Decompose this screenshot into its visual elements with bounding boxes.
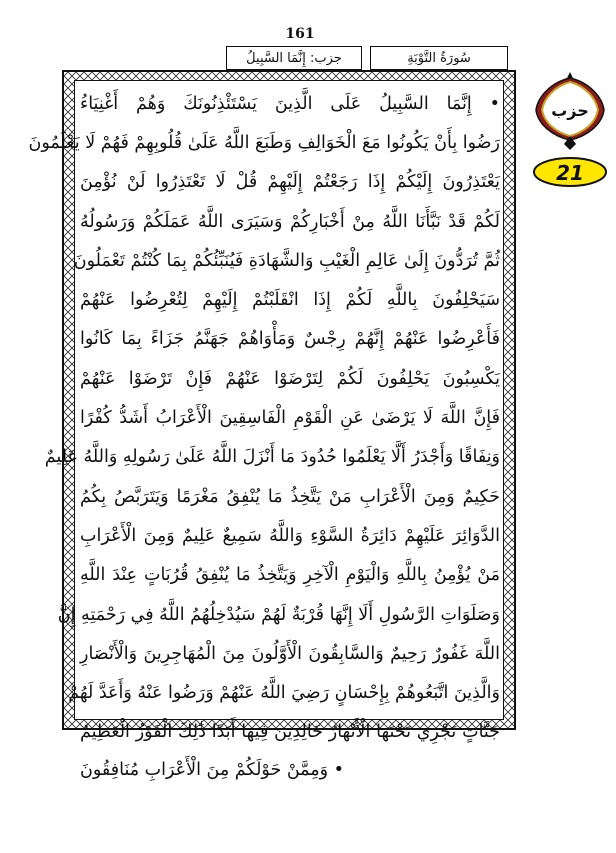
text-line: يَكْسِبُونَ يَحْلِفُونَ لَكُمْ لِتَرْضَوْا عَنْهُمْ فَإِنْ تَرْضَوْا عَنْهُمْ: [80, 368, 500, 389]
text-line: وَالَّذِينَ اتَّبَعُوهُمْ بِإِحْسَانٍ رَضِيَ اللَّهُ عَنْهُمْ وَرَضُوا عَنْهُ وَأَعَدَّ لَهُمْ: [68, 683, 500, 704]
hizb-number: 21: [556, 161, 584, 185]
page-number: 161: [285, 26, 315, 42]
text-line: سَيَحْلِفُونَ بِاللَّهِ لَكُمْ إِذَا انْقَلَبْتُمْ إِلَيْهِمْ لِتُعْرِضُوا عَنْهُمْ: [80, 290, 500, 311]
text-line: اللَّهَ غَفُورٌ رَحِيمٌ وَالسَّابِقُونَ الْأَوَّلُونَ مِنَ الْمُهَاجِرِينَ وَالْأَنْصَارِ: [80, 643, 500, 664]
catchword-line: • وَمِمَّنْ حَوْلَكُمْ مِنَ الْأَعْرَابِ مُنَافِقُونَ: [80, 760, 344, 780]
text-line: يَعْتَذِرُونَ إِلَيْكُمْ إِذَا رَجَعْتُمْ إِلَيْهِمْ قُلْ لَا تَعْتَذِرُوا لَنْ نُؤْمِنَ: [80, 172, 500, 193]
text-line: وَنِفَاقًا وَأَجْدَرُ أَلَّا يَعْلَمُوا حُدُودَ مَا أَنْزَلَ اللَّهُ عَلَىٰ رَسُولِهِ وَاللَّهُ عَلِيمٌ: [44, 447, 500, 468]
text-line: مَنْ يُؤْمِنُ بِاللَّهِ وَالْيَوْمِ الْآخِرِ وَيَتَّخِذُ مَا يُنْفِقُ قُرُبَاتٍ عِنْدَ اللَّهِ: [80, 565, 500, 586]
surah-title: سُورَةُ التَّوْبَةِ: [370, 46, 508, 70]
text-line: • إِنَّمَا السَّبِيلُ عَلَى الَّذِينَ يَسْتَئْذِنُونَكَ وَهُمْ أَغْنِيَاءُ: [80, 93, 500, 114]
juz-title: جزب: إِنَّمَا السَّبِيلُ: [226, 46, 362, 70]
hizb-label: حزب: [551, 101, 589, 120]
text-line: وَصَلَوَاتِ الرَّسُولِ أَلَا إِنَّهَا قُرْبَةٌ لَهُمْ سَيُدْخِلُهُمُ اللَّهُ فِي رَحْمَتِهِ إِنَّ: [57, 604, 500, 625]
text-line: ثُمَّ تُرَدُّونَ إِلَىٰ عَالِمِ الْغَيْبِ وَالشَّهَادَةِ فَيُنَبِّئُكُمْ بِمَا كُنْتُمْ تَعْمَلُونَ: [73, 250, 500, 271]
hizb-marker: [530, 70, 610, 200]
text-line: فَأَعْرِضُوا عَنْهُمْ إِنَّهُمْ رِجْسٌ وَمَأْوَاهُمْ جَهَنَّمُ جَزَاءً بِمَا كَانُوا: [80, 329, 500, 350]
text-line: حَكِيمٌ وَمِنَ الْأَعْرَابِ مَنْ يَتَّخِذُ مَا يُنْفِقُ مَغْرَمًا وَيَتَرَبَّصُ بِكُمُ: [80, 486, 500, 507]
text-line: جَنَّاتٍ تَجْرِي تَحْتَهَا الْأَنْهَارُ خَالِدِينَ فِيهَا أَبَدًا ذَٰلِكَ الْفَوْزُ الْعَظِيمُ: [80, 722, 500, 743]
text-line: الدَّوَائِرَ عَلَيْهِمْ دَائِرَةُ السَّوْءِ وَاللَّهُ سَمِيعٌ عَلِيمٌ وَمِنَ الْأَعْرَابِ: [80, 525, 500, 546]
text-line: رَضُوا بِأَنْ يَكُونُوا مَعَ الْخَوَالِفِ وَطَبَعَ اللَّهُ عَلَىٰ قُلُوبِهِمْ فَهُمْ لَا يَعْلَمُونَ: [28, 132, 500, 153]
text-line: لَكُمْ قَدْ نَبَّأَنَا اللَّهُ مِنْ أَخْبَارِكُمْ وَسَيَرَى اللَّهُ عَمَلَكُمْ وَرَسُولُهُ: [80, 211, 500, 232]
text-line: فَإِنَّ اللَّهَ لَا يَرْضَىٰ عَنِ الْقَوْمِ الْفَاسِقِينَ الْأَعْرَابُ أَشَدُّ كُفْرًا: [80, 408, 500, 429]
quran-text-block: [28, 84, 500, 743]
